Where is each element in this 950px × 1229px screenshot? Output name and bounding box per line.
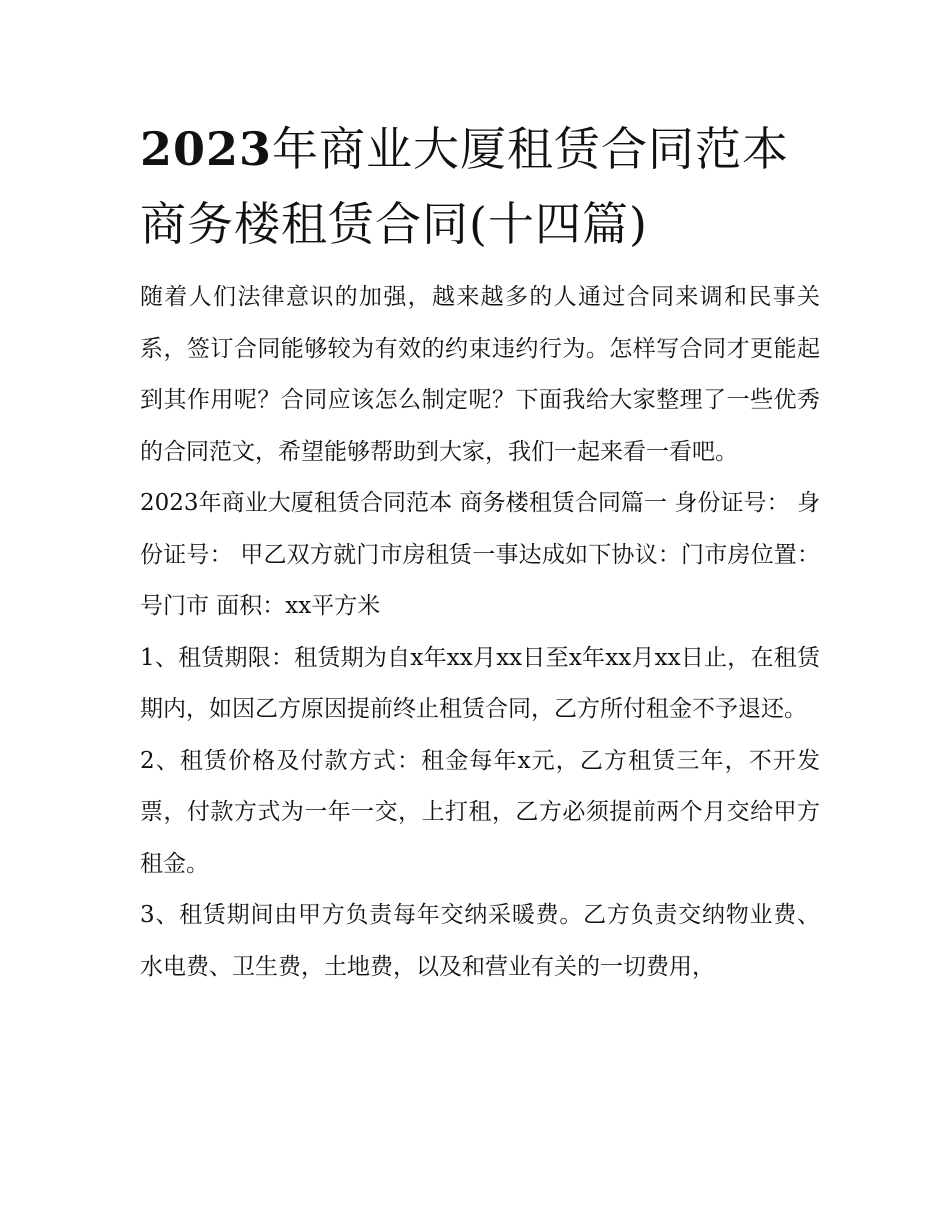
title-line-1-text: 年商业大厦租赁合同范本 (272, 122, 790, 176)
title-year: 2023 (140, 122, 273, 176)
contract-header-paragraph: 2023年商业大厦租赁合同范本 商务楼租赁合同篇一 身份证号： 身份证号： 甲乙双方就门市房租赁一事达成如下协议：门市房位置：号门市 面积：xx平方米 (140, 490, 820, 619)
clause-3-paragraph: 3、租赁期间由甲方负责每年交纳采暖费。乙方负责交纳物业费、水电费、卫生费，土地费，以及和营业有关的一切费用， (140, 902, 820, 980)
clause-1-paragraph: 1、租赁期限：租赁期为自x年xx月xx日至x年xx月xx日止，在租赁期内，如因乙方原因提前终止租赁合同，乙方所付租金不予退还。 (140, 644, 820, 722)
intro-paragraph: 随着人们法律意识的加强，越来越多的人通过合同来调和民事关系，签订合同能够较为有效的约束违约行为。怎样写合同才更能起到其作用呢？合同应该怎么制定呢？下面我给大家整理了一些优秀的合同范文，希望能够帮助到大家，我们一起来看一看吧。 (140, 284, 820, 465)
clause-2-paragraph: 2、租赁价格及付款方式：租金每年x元，乙方租赁三年，不开发票，付款方式为一年一交，上打租，乙方必须提前两个月交给甲方租金。 (140, 747, 820, 877)
document-body (140, 272, 820, 993)
title-line-2: 商务楼租赁合同(十四篇) (140, 197, 648, 251)
title-line-1 (140, 112, 820, 187)
document-page (140, 112, 820, 993)
document-title (140, 112, 820, 262)
